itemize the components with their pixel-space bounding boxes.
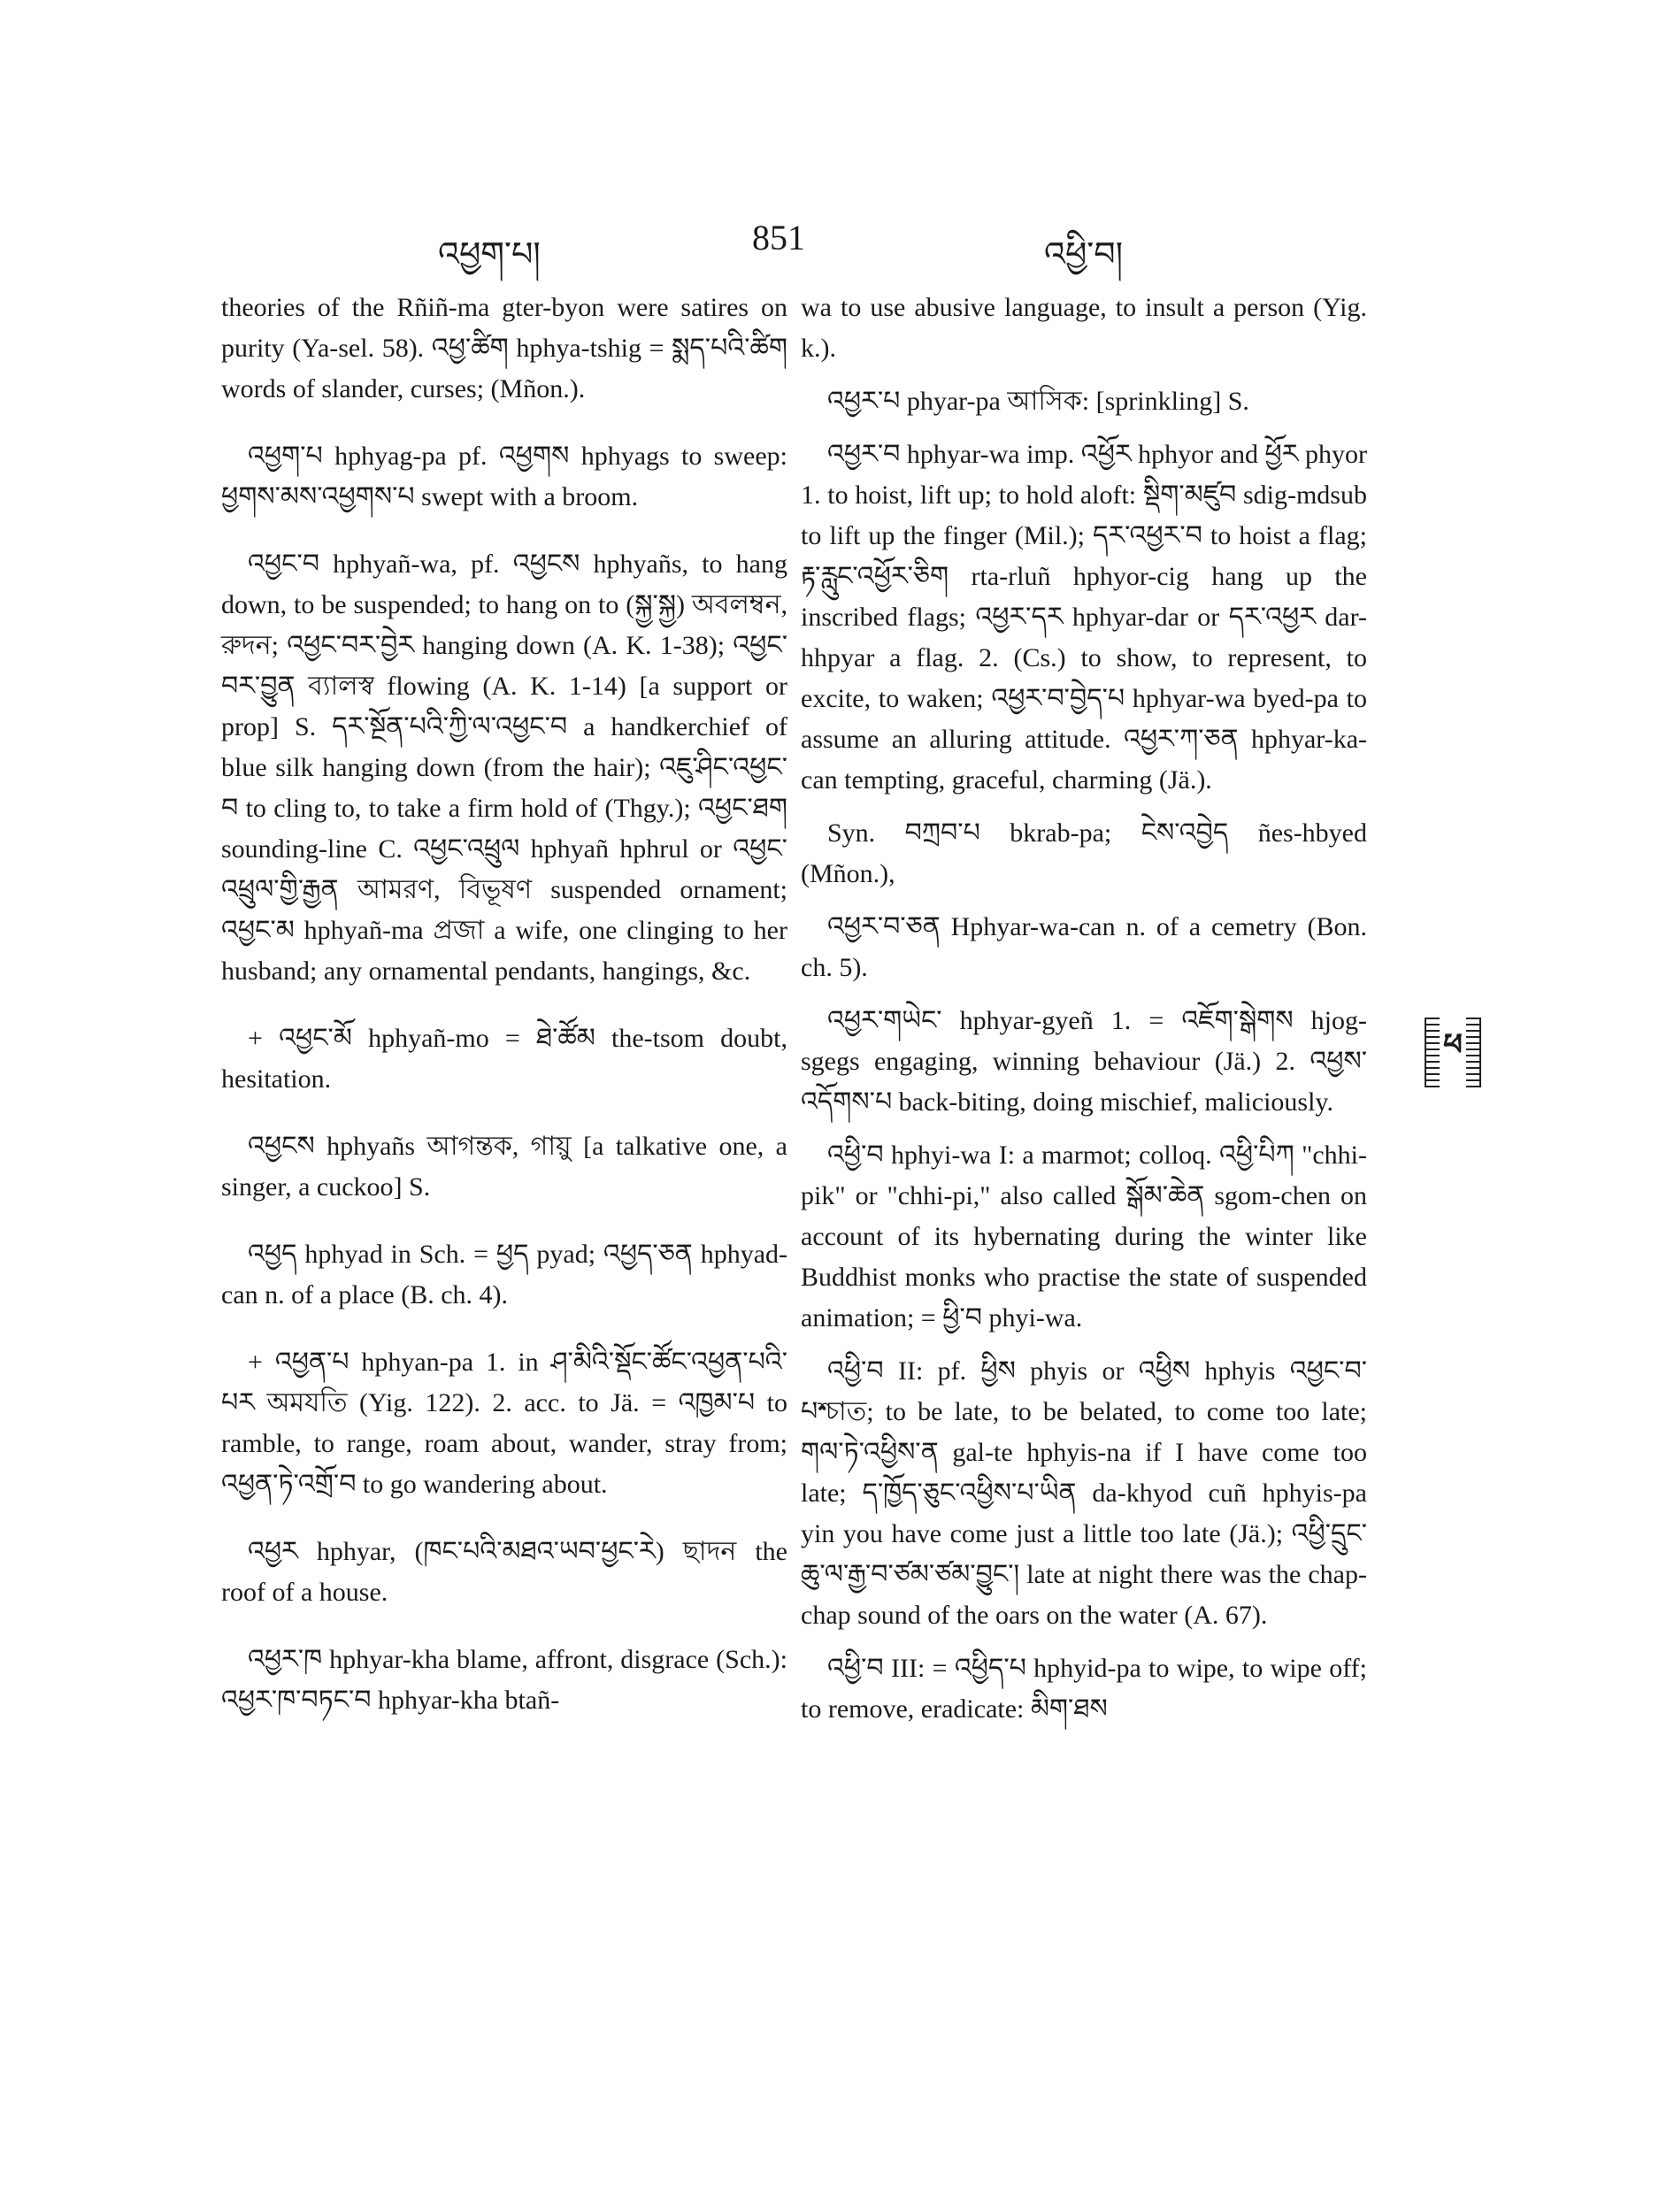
running-head-right: འཕྱི་བ། [1044,234,1124,273]
dictionary-entry: + འཕྱན་པ hphyan-pa 1. in ཤ་མིའི་སྡོང་ཚོང་འཕྱན་པའི་པར অমযতি (Yig. 122). 2. acc. to Jä. = འཁྱམ་པ to ramble, to range, roam about, wander, stray from; འཕྱན་ཏེ་འགྲོ་བ to go wandering about. [221,1348,787,1499]
dictionary-entry: འཕྱག་པ hphyag-pa pf. འཕྱགས hphyags to sweep: ཕྱགས་མས་འཕྱགས་པ swept with a broom. [221,442,787,511]
left-column [221,288,787,1747]
page-number: 851 [752,218,805,257]
dictionary-entry: wa to use abusive language, to insult a person (Yig. k.). [801,293,1367,363]
thumb-index-letter: ཕ [1440,1010,1466,1095]
dictionary-entry: theories of the Rñiñ-ma gter-byon were satires on purity (Ya-sel. 58). འཕྱ་ཚིག hphya-tshig = སྨད་པའི་ཚིག words of slander, curses; (Mñon.). [221,293,787,403]
dictionary-entry: འཕྱར་པ phyar-pa আসিক: [sprinkling] S. [827,387,1249,416]
dictionary-entry: Syn. བཀྲབ་པ bkrab-pa; ངེས་འབྱེད ñes-hbyed (Mñon.), [801,818,1367,888]
thumb-index-tab [1425,1018,1481,1087]
right-column [801,288,1367,1742]
dictionary-entry: འཕྱར་བ hphyar-wa imp. འཕྱོར hphyor and ཕྱོར phyor 1. to hoist, lift up; to hold aloft: སྡིག་མཛུབ sdig-mdsub to lift up the finger (Mil.); དར་འཕྱར་བ to hoist a flag; རྟ་རླུང་འཕྱོར་ཅིག rta-rluñ hphyor-cig hang up the inscribed flags; འཕྱར་དར hphyar-dar or དར་འཕྱར dar-hhpyar a flag. 2. (Cs.) to show, to represent, to excite, to waken; འཕྱར་བ་བྱེད་པ hphyar-wa byed-pa to assume an alluring attitude. འཕྱར་ཀ་ཅན hphyar-ka-can tempting, graceful, charming (Jä.). [801,440,1367,795]
dictionary-entry: འཕྱར་ཁ hphyar-kha blame, affront, disgrace (Sch.): འཕྱར་ཁ་བཏང་བ hphyar-kha btañ- [221,1645,787,1715]
dictionary-entry: འཕྱང་བ hphyañ-wa, pf. འཕྱངས hphyañs, to hang down, to be suspended; to hang on to (སྐྱ་སྐྱ) অবলম্বন, রুদন; འཕྱང་བར་བྱེར hanging down (A. K. 1-38); འཕྱང་བར་བྱུན ব্যালস্ব flowing (A. K. 1-14) [a support or prop] S. དར་སྔོན་པའི་ཀྱི་ལ་འཕྱང་བ a handkerchief of blue silk hanging down (from the hair); འཇུ་ཤིང་འཕྱང་བ to cling to, to take a firm hold of (Thgy.); འཕྱང་ཐག sounding-line C. འཕྱང་འཕྲུལ hphyañ hphrul or འཕྱང་འཕྲུལ་གྱི་རྒྱན আমরণ, বিভূষণ suspended ornament; འཕྱང་མ hphyañ-ma প্রজা a wife, one clinging to her husband; any ornamental pendants, hangings, &c. [221,549,787,986]
dictionary-entry: འཕྱི་བ II: pf. ཕྱིས phyis or འཕྱིས hphyis འཕྱང་བ་ པশ্চাত; to be late, to be belated, to come too late; གལ་ཏེ་འཕྱིས་ན gal-te hphyis-na if I have come too late; ད་ཁྱོད་ཅུང་འཕྱིས་པ་ཡིན da-khyod cuñ hphyis-pa yin you have come just a little too late (Jä.); འཕྱི་དྲུང་ཆུ་ལ་རྒྱ་བ་ཙམ་ཙམ་བྱུང་། late at night there was the chap-chap sound of the oars on the water (A. 67). [801,1356,1367,1630]
dictionary-entry: + འཕྱང་མོ hphyañ-mo = ཐེ་ཚོམ the-tsom doubt, hesitation. [221,1024,787,1094]
dictionary-entry: འཕྱར་གཡེང་ hphyar-gyeñ 1. = འཇོག་སྒེགས hjog-sgegs engaging, winning behaviour (Jä.) 2. འཕྱས་འདོགས་པ back-biting, doing mischief, maliciously. [801,1006,1367,1117]
dictionary-entry: འཕྱངས hphyañs আগন্তক, গায়ু [a talkative one, a singer, a cuckoo] S. [221,1132,787,1202]
dictionary-entry: འཕྱི་བ III: = འཕྱིད་པ hphyid-pa to wipe, to wipe off; to remove, eradicate: མིག་ཐས [801,1654,1367,1724]
dictionary-entry: འཕྱི་བ hphyi-wa I: a marmot; colloq. འཕྱི་པིཀ "chhi-pik" or "chhi-pi," also called སྒོམ་ཆེན sgom-chen on account of its hybernating during the winter like Buddhist monks who practise the state of suspended animation; = ཕྱི་བ phyi-wa. [801,1141,1367,1333]
dictionary-entry: འཕྱར hphyar, (ཁང་པའི་མཐའ་ཡབ་ཕྱང་རེ) ছাদন the roof of a house. [221,1537,787,1607]
dictionary-entry: འཕྱད hphyad in Sch. = ཕྱད pyad; འཕྱད་ཅན hphyad-can n. of a place (B. ch. 4). [221,1240,787,1310]
dictionary-entry: འཕྱར་བ་ཅན Hphyar-wa-can n. of a cemetry (Bon. ch. 5). [801,912,1367,982]
running-head-left: འཕྱག་པ། [438,234,541,273]
